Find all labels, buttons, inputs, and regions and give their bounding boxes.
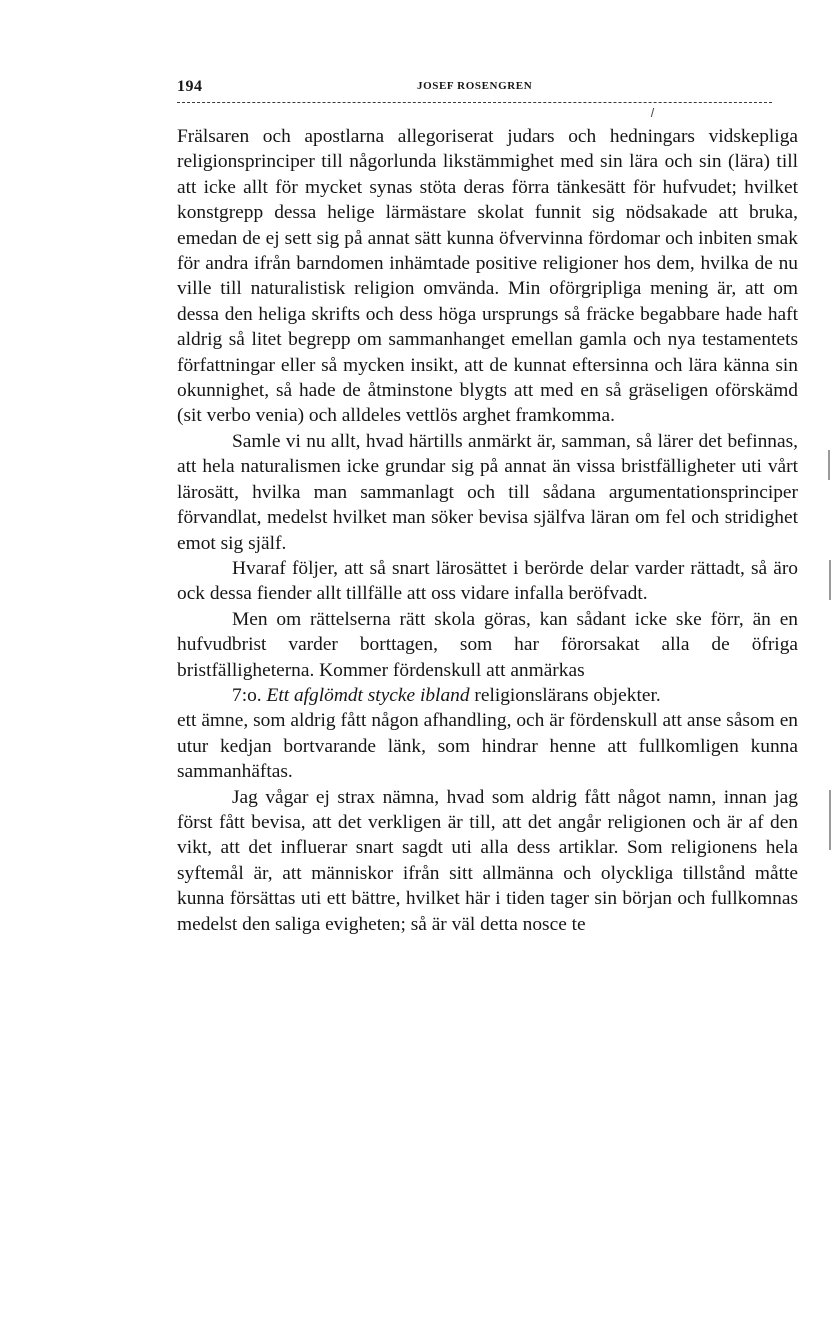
rule-mark bbox=[651, 108, 654, 117]
item-number: 7:o. bbox=[232, 684, 262, 706]
paragraph-4: Men om rättelserna rätt skola göras, kan sådant icke ske förr, än en hufvudbrist varder borttagen, som har förorsakat alla de öfriga bristfälligheterna. Kommer fördenskull att anmärkas bbox=[177, 608, 798, 681]
item-italic-title: Ett afglömdt stycke ibland bbox=[266, 684, 470, 706]
numbered-heading bbox=[177, 683, 798, 708]
header-rule bbox=[177, 102, 772, 103]
scan-mark bbox=[828, 450, 830, 480]
paragraph-3: Hvaraf följer, att så snart lärosättet i berörde delar varder rättadt, så äro ock dessa fiender allt tillfälle att oss vidare infalla beröfvadt. bbox=[177, 557, 798, 605]
scan-mark bbox=[829, 560, 831, 600]
paragraph-1: Frälsaren och apostlarna allegoriserat judars och hedningars vidskepliga religionsprinciper till någorlunda likstämmighet med sin lära och sin (lära) till att icke allt för mycket synas stöta deras förra tänkesätt för hufvudet; hvilket konstgrepp dessa helige lärmästare skolat funnit sig nödsakade att bruka, emedan de ej sett sig på annat sätt kunna öfvervinna fördomar och inbiten smak för andra ifrån barndomen inhämtade positive religioner hos dem, hvilka de nu ville till naturalistisk religion omvända. Min oförgripliga mening är, att om dessa den heliga skrifts och dess höga ursprungs så fräcke begabbare hade haft aldrig så litet begrepp om sammanhanget emellan gamla och nya testamentets författningar eller så mycken insikt, att de kunnat eftersinna och lära känna sin okunnighet, så hade de åtminstone blygts att med en så gräseligen oförskämd (sit verbo venia) och alldeles vettlös arghet framkomma. bbox=[177, 126, 798, 427]
page-number: 194 bbox=[177, 78, 203, 95]
scan-mark bbox=[829, 790, 831, 850]
paragraph-5: ett ämne, som aldrig fått någon afhandling, och är fördenskull att anse såsom en utur kedjan bortvarande länk, som hindrar henne att fullkomligen kunna sammanhäftas. bbox=[177, 710, 798, 783]
paragraph-6: Jag vågar ej strax nämna, hvad som aldrig fått något namn, innan jag först fått bevisa, att det verkligen är till, att det angår religionen och är af den vikt, att det influerar snart sagdt uti alla dess artiklar. Som religionens hela syftemål är, att människor ifrån sitt allmänna och olyckliga tillstånd måtte kunna försättas uti ett bättre, hvilket här i tiden tager sin början och fullkomnas medelst den saliga evigheten; så är väl detta nosce te bbox=[177, 786, 798, 935]
running-head: JOSEF ROSENGREN bbox=[417, 80, 533, 92]
page-header bbox=[177, 78, 795, 100]
body-text bbox=[177, 124, 798, 937]
paragraph-2: Samle vi nu allt, hvad härtills anmärkt är, samman, så lärer det befinnas, att hela naturalismen icke grundar sig på annat än vissa bristfälligheter uti vårt lärosätt, hvilka man sammanlagt och till sådana argumentationsprinciper förvandlat, medelst hvilket man söker bevisa själfva läran om fel och stridighet emot sig själf. bbox=[177, 430, 798, 554]
item-title-rest: religionslärans objekter. bbox=[469, 684, 661, 706]
